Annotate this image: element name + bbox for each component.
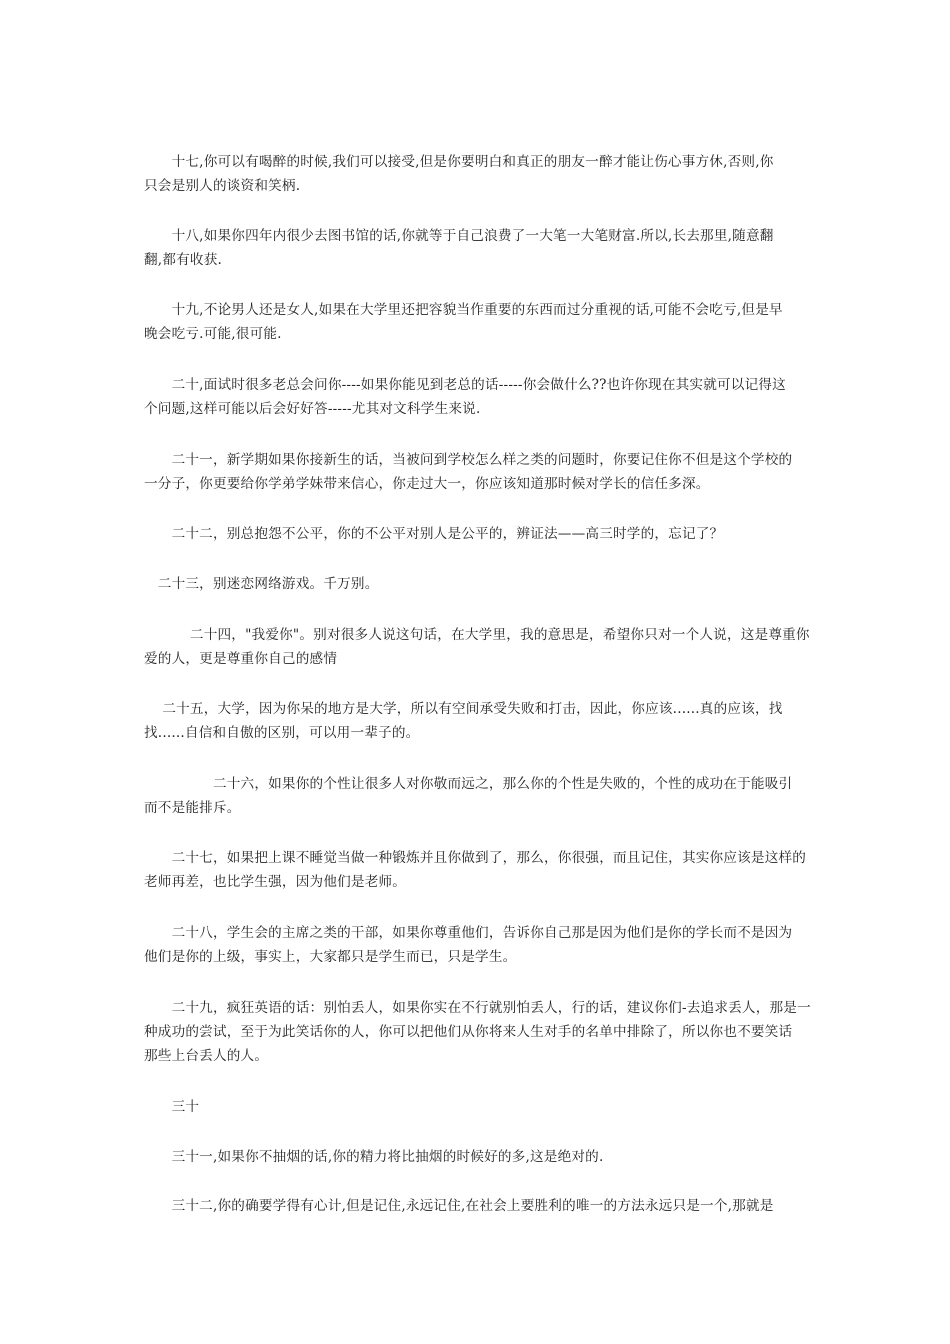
paragraph-17 [144, 150, 810, 198]
paragraph-line: 三十一,如果你不抽烟的话,你的精力将比抽烟的时候好的多,这是绝对的. [144, 1149, 604, 1165]
paragraph-19 [144, 298, 810, 346]
paragraph-line: 二十五，大学，因为你呆的地方是大学，所以有空间承受失败和打击，因此，你应该......真的应该，找 [144, 701, 783, 717]
paragraph-line: 二十一，新学期如果你接新生的话，当被问到学校怎么样之类的问题时，你要记住你不但是这个学校的 [144, 452, 793, 468]
paragraph-line: 二十九，疯狂英语的话：别怕丢人，如果你实在不行就别怕丢人，行的话，建议你们-去追求丢人，那是一 [144, 1000, 811, 1016]
paragraph-20 [144, 373, 810, 421]
paragraph-line: 十九,不论男人还是女人,如果在大学里还把容貌当作重要的东西而过分重视的话,可能不会吃亏,但是早 [144, 302, 783, 318]
paragraph-line: 二十八，学生会的主席之类的干部，如果你尊重他们，告诉你自己那是因为他们是你的学长而不是因为 [144, 925, 793, 941]
paragraph-26 [144, 772, 810, 820]
paragraph-line: 老师再差，也比学生强，因为他们是老师。 [144, 874, 407, 890]
paragraph-line: 而不是能排斥。 [144, 800, 241, 816]
paragraph-24 [144, 623, 810, 671]
paragraph-line: 二十,面试时很多老总会问你----如果你能见到老总的话-----你会做什么??也许你现在其实就可以记得这 [144, 377, 786, 393]
paragraph-line: 二十三，别迷恋网络游戏。千万别。 [144, 576, 379, 592]
paragraph-18 [144, 224, 810, 272]
paragraph-line: 二十六，如果你的个性让很多人对你敬而远之，那么你的个性是失败的，个性的成功在于能吸引 [144, 776, 793, 792]
paragraph-line: 晚会吃亏.可能,很可能. [144, 326, 282, 342]
paragraph-line: 十七,你可以有喝醉的时候,我们可以接受,但是你要明白和真正的朋友一醉才能让伤心事方休,否则,你 [144, 154, 774, 170]
paragraph-31 [144, 1145, 810, 1169]
paragraph-line: 爱的人，更是尊重你自己的感情 [144, 651, 338, 667]
paragraph-21 [144, 448, 810, 496]
paragraph-line: 个问题,这样可能以后会好好答-----尤其对文科学生来说. [144, 401, 481, 417]
paragraph-line: 二十七，如果把上课不睡觉当做一种锻炼并且你做到了，那么，你很强，而且记住，其实你应该是这样的 [144, 850, 807, 866]
paragraph-line: 他们是你的上级，事实上，大家都只是学生而已，只是学生。 [144, 949, 517, 965]
paragraph-line: 二十二，别总抱怨不公平，你的不公平对别人是公平的，辨证法——高三时学的，忘记了？ [144, 526, 724, 542]
paragraph-line: 只会是别人的谈资和笑柄. [144, 178, 301, 194]
paragraph-line: 翻,都有收获. [144, 252, 223, 268]
paragraph-line: 一分子，你更要给你学弟学妹带来信心，你走过大一，你应该知道那时候对学长的信任多深。 [144, 476, 710, 492]
paragraph-25 [144, 697, 810, 745]
paragraph-line: 十八,如果你四年内很少去图书馆的话,你就等于自己浪费了一大笔一大笔财富.所以,长去那里,随意翻 [144, 228, 774, 244]
paragraph-line: 那些上台丢人的人。 [144, 1048, 269, 1064]
paragraph-27 [144, 846, 810, 894]
paragraph-line: 三十二,你的确要学得有心计,但是记住,永远记住,在社会上要胜利的唯一的方法永远只是一个,那就是 [144, 1198, 774, 1214]
paragraph-line: 三十 [144, 1099, 200, 1115]
paragraph-28 [144, 921, 810, 969]
paragraph-30 [144, 1095, 810, 1119]
paragraph-line: 种成功的尝试，至于为此笑话你的人，你可以把他们从你将来人生对手的名单中排除了，所以你也不要笑话 [144, 1024, 793, 1040]
paragraph-line: 二十四，"我爱你"。别对很多人说这句话，在大学里，我的意思是，希望你只对一个人说，这是尊重你 [144, 627, 810, 643]
paragraph-line: 找......自信和自傲的区别，可以用一辈子的。 [144, 725, 420, 741]
paragraph-29 [144, 996, 810, 1068]
paragraph-23 [144, 572, 810, 596]
paragraph-32 [144, 1194, 810, 1218]
paragraph-22 [144, 522, 810, 546]
